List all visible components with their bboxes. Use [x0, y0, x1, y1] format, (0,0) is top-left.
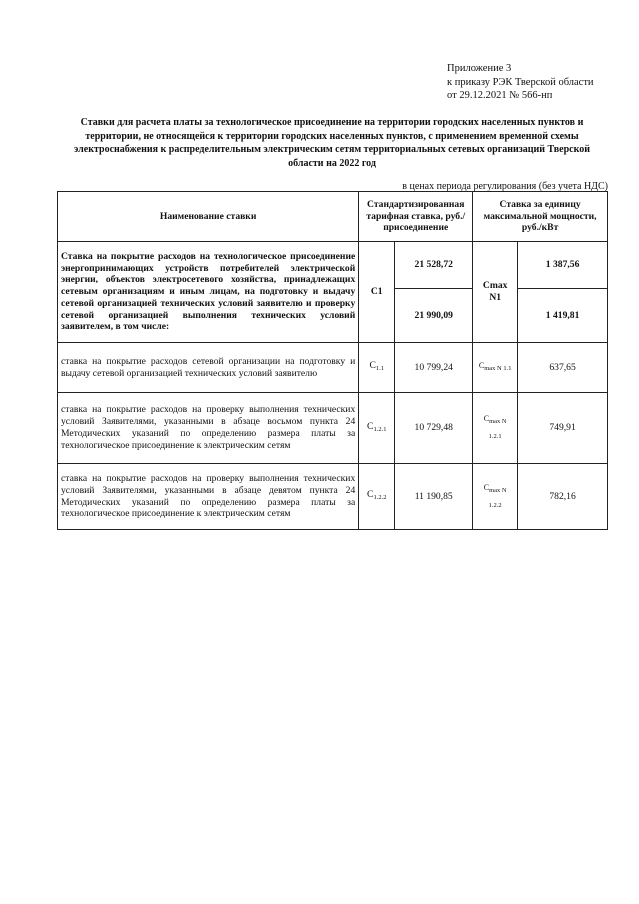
appendix-line-2: к приказу РЭК Тверской области: [447, 76, 594, 88]
title-line-3: электроснабжения к распределительным электрическим сетям территориальных сетевых организаций Тверской: [74, 144, 590, 155]
row-value: 10 799,24: [395, 343, 473, 393]
title-line-2: территории, не относящейся к территории городских населенных пунктов, с применением временной схемы: [85, 130, 579, 142]
header-unit-rate: Ставка за единицу максимальной мощности, руб./кВт: [473, 192, 608, 242]
row-value: 10 729,48: [395, 393, 473, 464]
row-unit-1: 1 387,56: [518, 242, 608, 289]
code-max-sub: max N 1.1: [484, 365, 512, 373]
code-sub: 1.2.2: [373, 494, 387, 502]
rates-table: [57, 191, 608, 530]
row-value-1: 21 528,72: [395, 242, 473, 289]
code-max-sub: max N 1.2.2: [488, 486, 507, 509]
table-row: [58, 393, 608, 464]
row-description: ставка на покрытие расходов сетевой организации на подготовку и выдачу сетевой организацией технических условий заявителю: [58, 343, 359, 393]
row-description: ставка на покрытие расходов на проверку выполнения технических условий Заявителями, указанными в абзаце девятом пункта 24 Методических указаний по определению размера платы за технологическое присоединение к электрическим сетям: [58, 464, 359, 530]
row-unit: 749,91: [518, 393, 608, 464]
appendix-line-1: Приложение 3: [447, 63, 512, 74]
code-sub: 1.2.1: [373, 425, 387, 433]
row-value: 11 190,85: [395, 464, 473, 530]
row-description: ставка на покрытие расходов на проверку выполнения технических условий Заявителями, указанными в абзаце восьмом пункта 24 Методических указаний по определению размера платы за технологическое присоединение к электрическим сетям: [58, 393, 359, 464]
code-max-main: C: [483, 482, 490, 492]
table-row: [58, 242, 608, 289]
title-line-4: области на 2022 год: [288, 157, 376, 169]
row-description: Ставка на покрытие расходов на технологическое присоединение энергопринимающих устройств потребителей электрической энергии, объектов электросетевого хозяйства, принадлежащих сетевым организациям и иным лицам, на подготовку и выдачу сетевой организацией технических условий заявителю и проверку сетевой организацией выполнения технических условий заявителем, в том числе:: [58, 242, 359, 343]
row-value-2: 21 990,09: [395, 289, 473, 343]
row-code-max: [473, 343, 518, 393]
code-main: C: [367, 489, 374, 501]
row-code: [359, 343, 395, 393]
table-row: [58, 464, 608, 530]
document-title: [58, 116, 606, 170]
row-code-max: Cmax N1: [473, 242, 518, 343]
row-unit: 782,16: [518, 464, 608, 530]
row-code: C1: [359, 242, 395, 343]
header-name: Наименование ставки: [58, 192, 359, 242]
row-unit: 637,65: [518, 343, 608, 393]
table-row: [58, 343, 608, 393]
title-line-1: Ставки для расчета платы за технологическое присоединение на территории городских населенных пунктов и: [80, 117, 584, 128]
code-max-sub: max N 1.2.1: [488, 418, 507, 440]
table-header-row: [58, 192, 608, 242]
code-main: C: [367, 420, 374, 432]
price-note: в ценах периода регулирования (без учета НДС): [402, 181, 608, 192]
appendix-line-3: от 29.12.2021 № 566-нп: [447, 90, 553, 101]
row-unit-2: 1 419,81: [518, 289, 608, 343]
appendix-block: [447, 62, 594, 103]
code-max-main: C: [483, 414, 490, 424]
row-code-max: [473, 393, 518, 464]
header-standard-rate: Стандартизированная тарифная ставка, руб./присоединение: [359, 192, 473, 242]
code-sub: 1.1: [375, 365, 384, 373]
code-main: C: [369, 360, 376, 372]
code-max-main: C: [478, 361, 485, 371]
row-code: [359, 393, 395, 464]
row-code-max: [473, 464, 518, 530]
row-code: [359, 464, 395, 530]
